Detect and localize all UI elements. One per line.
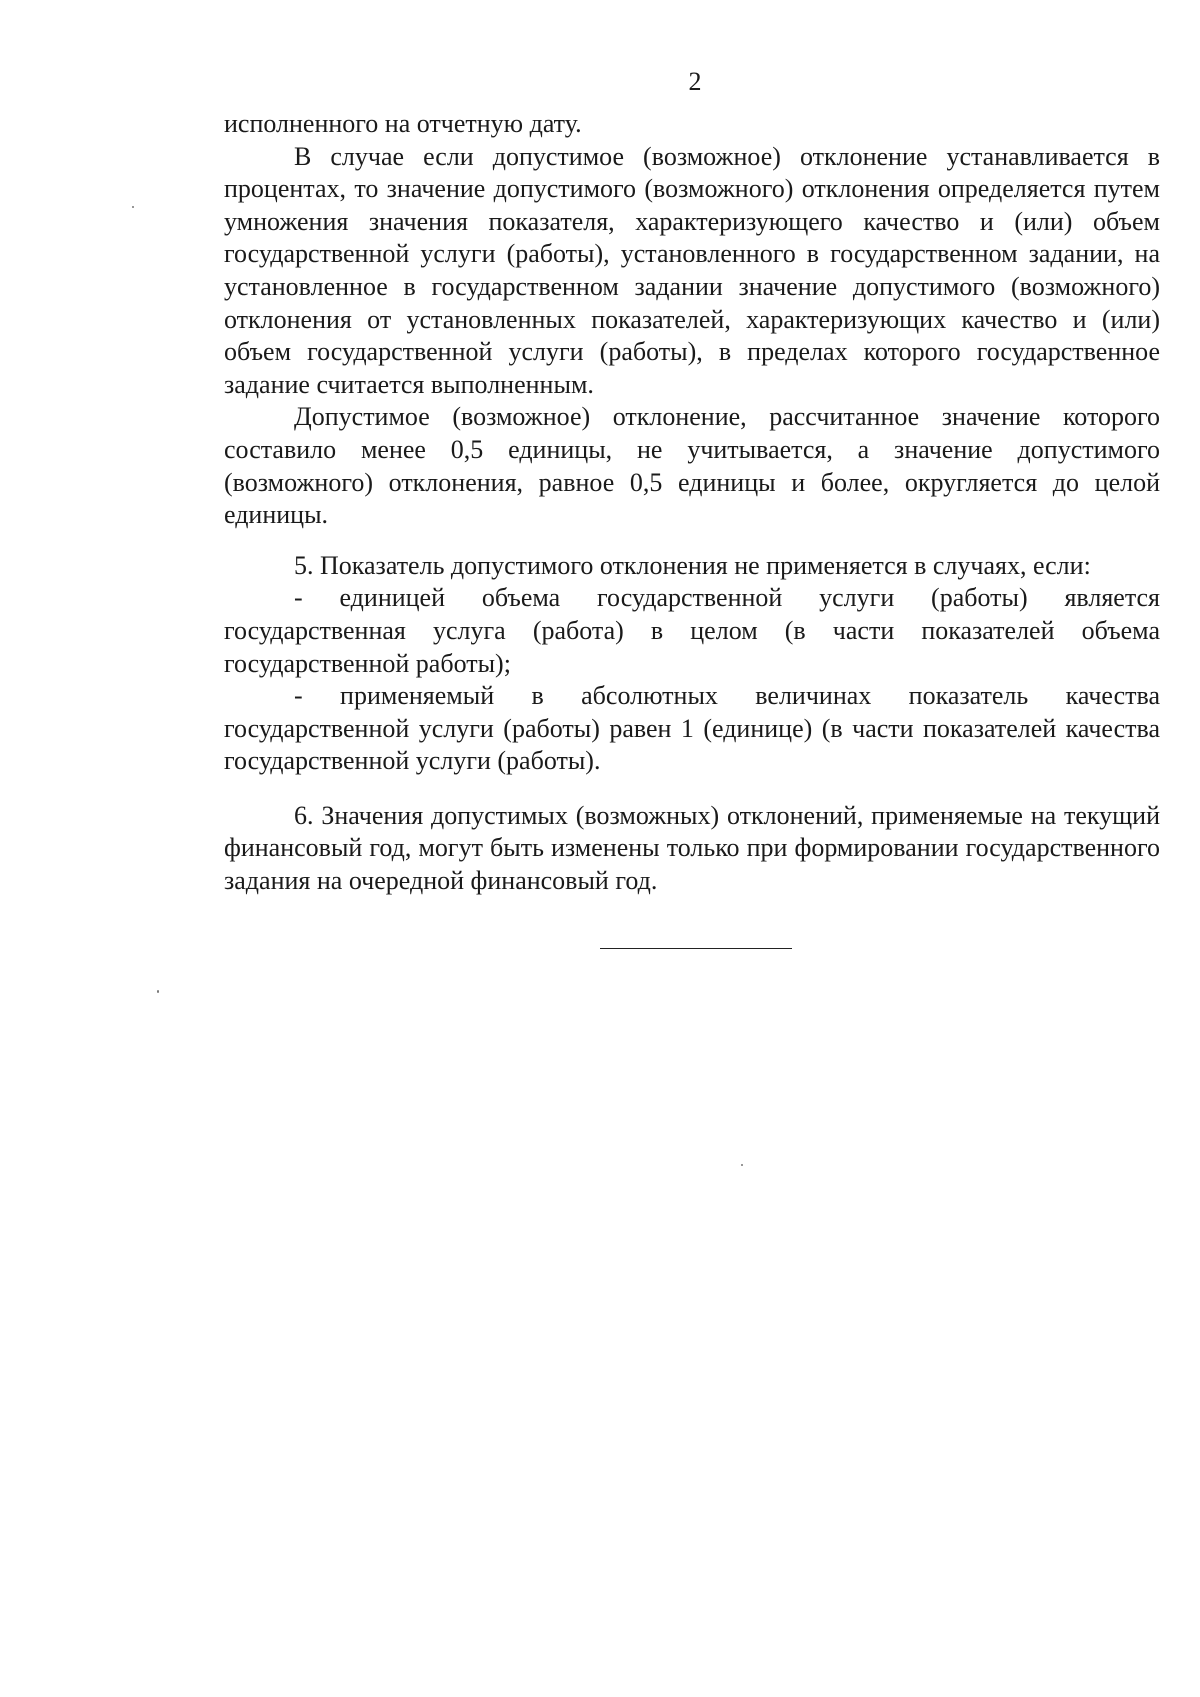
paragraph-percent-deviation: В случае если допустимое (возможное) отклонение устанавливается в процентах, то значение допустимого (возможного) отклонения определяется путем умножения значения показателя, характеризующего качество и (или) объем государственной услуги (работы), установленного в государственном задании, на установленное в государственном задании значение допустимого (возможного) отклонения от установленных показателей, характеризующих качество и (или) объем государственной услуги (работы), в пределах которого государственное задание считается выполненным. [224, 141, 1160, 399]
paragraph-item-5-case-2: - применяемый в абсолютных величинах показатель качества государственной услуги (работы) равен 1 (единице) (в части показателей качества государственной услуги (работы). [224, 681, 1160, 776]
scan-speck [741, 1164, 743, 1166]
scan-speck [157, 990, 159, 993]
page-number: 2 [688, 67, 702, 96]
paragraph-item-5-case-1: - единицей объема государственной услуги (работы) является государственная услуга (работа) в целом (в части показателей объема государственной работы); [224, 583, 1160, 678]
paragraph-item-6: 6. Значения допустимых (возможных) отклонений, применяемые на текущий финансовый год, могут быть изменены только при формировании государственного задания на очередной финансовый год. [224, 800, 1160, 896]
document-body [224, 108, 1160, 949]
paragraph-item-5: 5. Показатель допустимого отклонения не применяется в случаях, если: [294, 550, 1091, 580]
paragraph-continuation: исполненного на отчетную дату. [224, 109, 582, 138]
paragraph-rounding-rule: Допустимое (возможное) отклонение, рассчитанное значение которого составило менее 0,5 единицы, не учитывается, а значение допустимого (возможного) отклонения, равное 0,5 единицы и более, округляется до целой единицы. [224, 402, 1160, 530]
scan-speck [132, 206, 134, 208]
end-of-text-rule [600, 948, 792, 949]
